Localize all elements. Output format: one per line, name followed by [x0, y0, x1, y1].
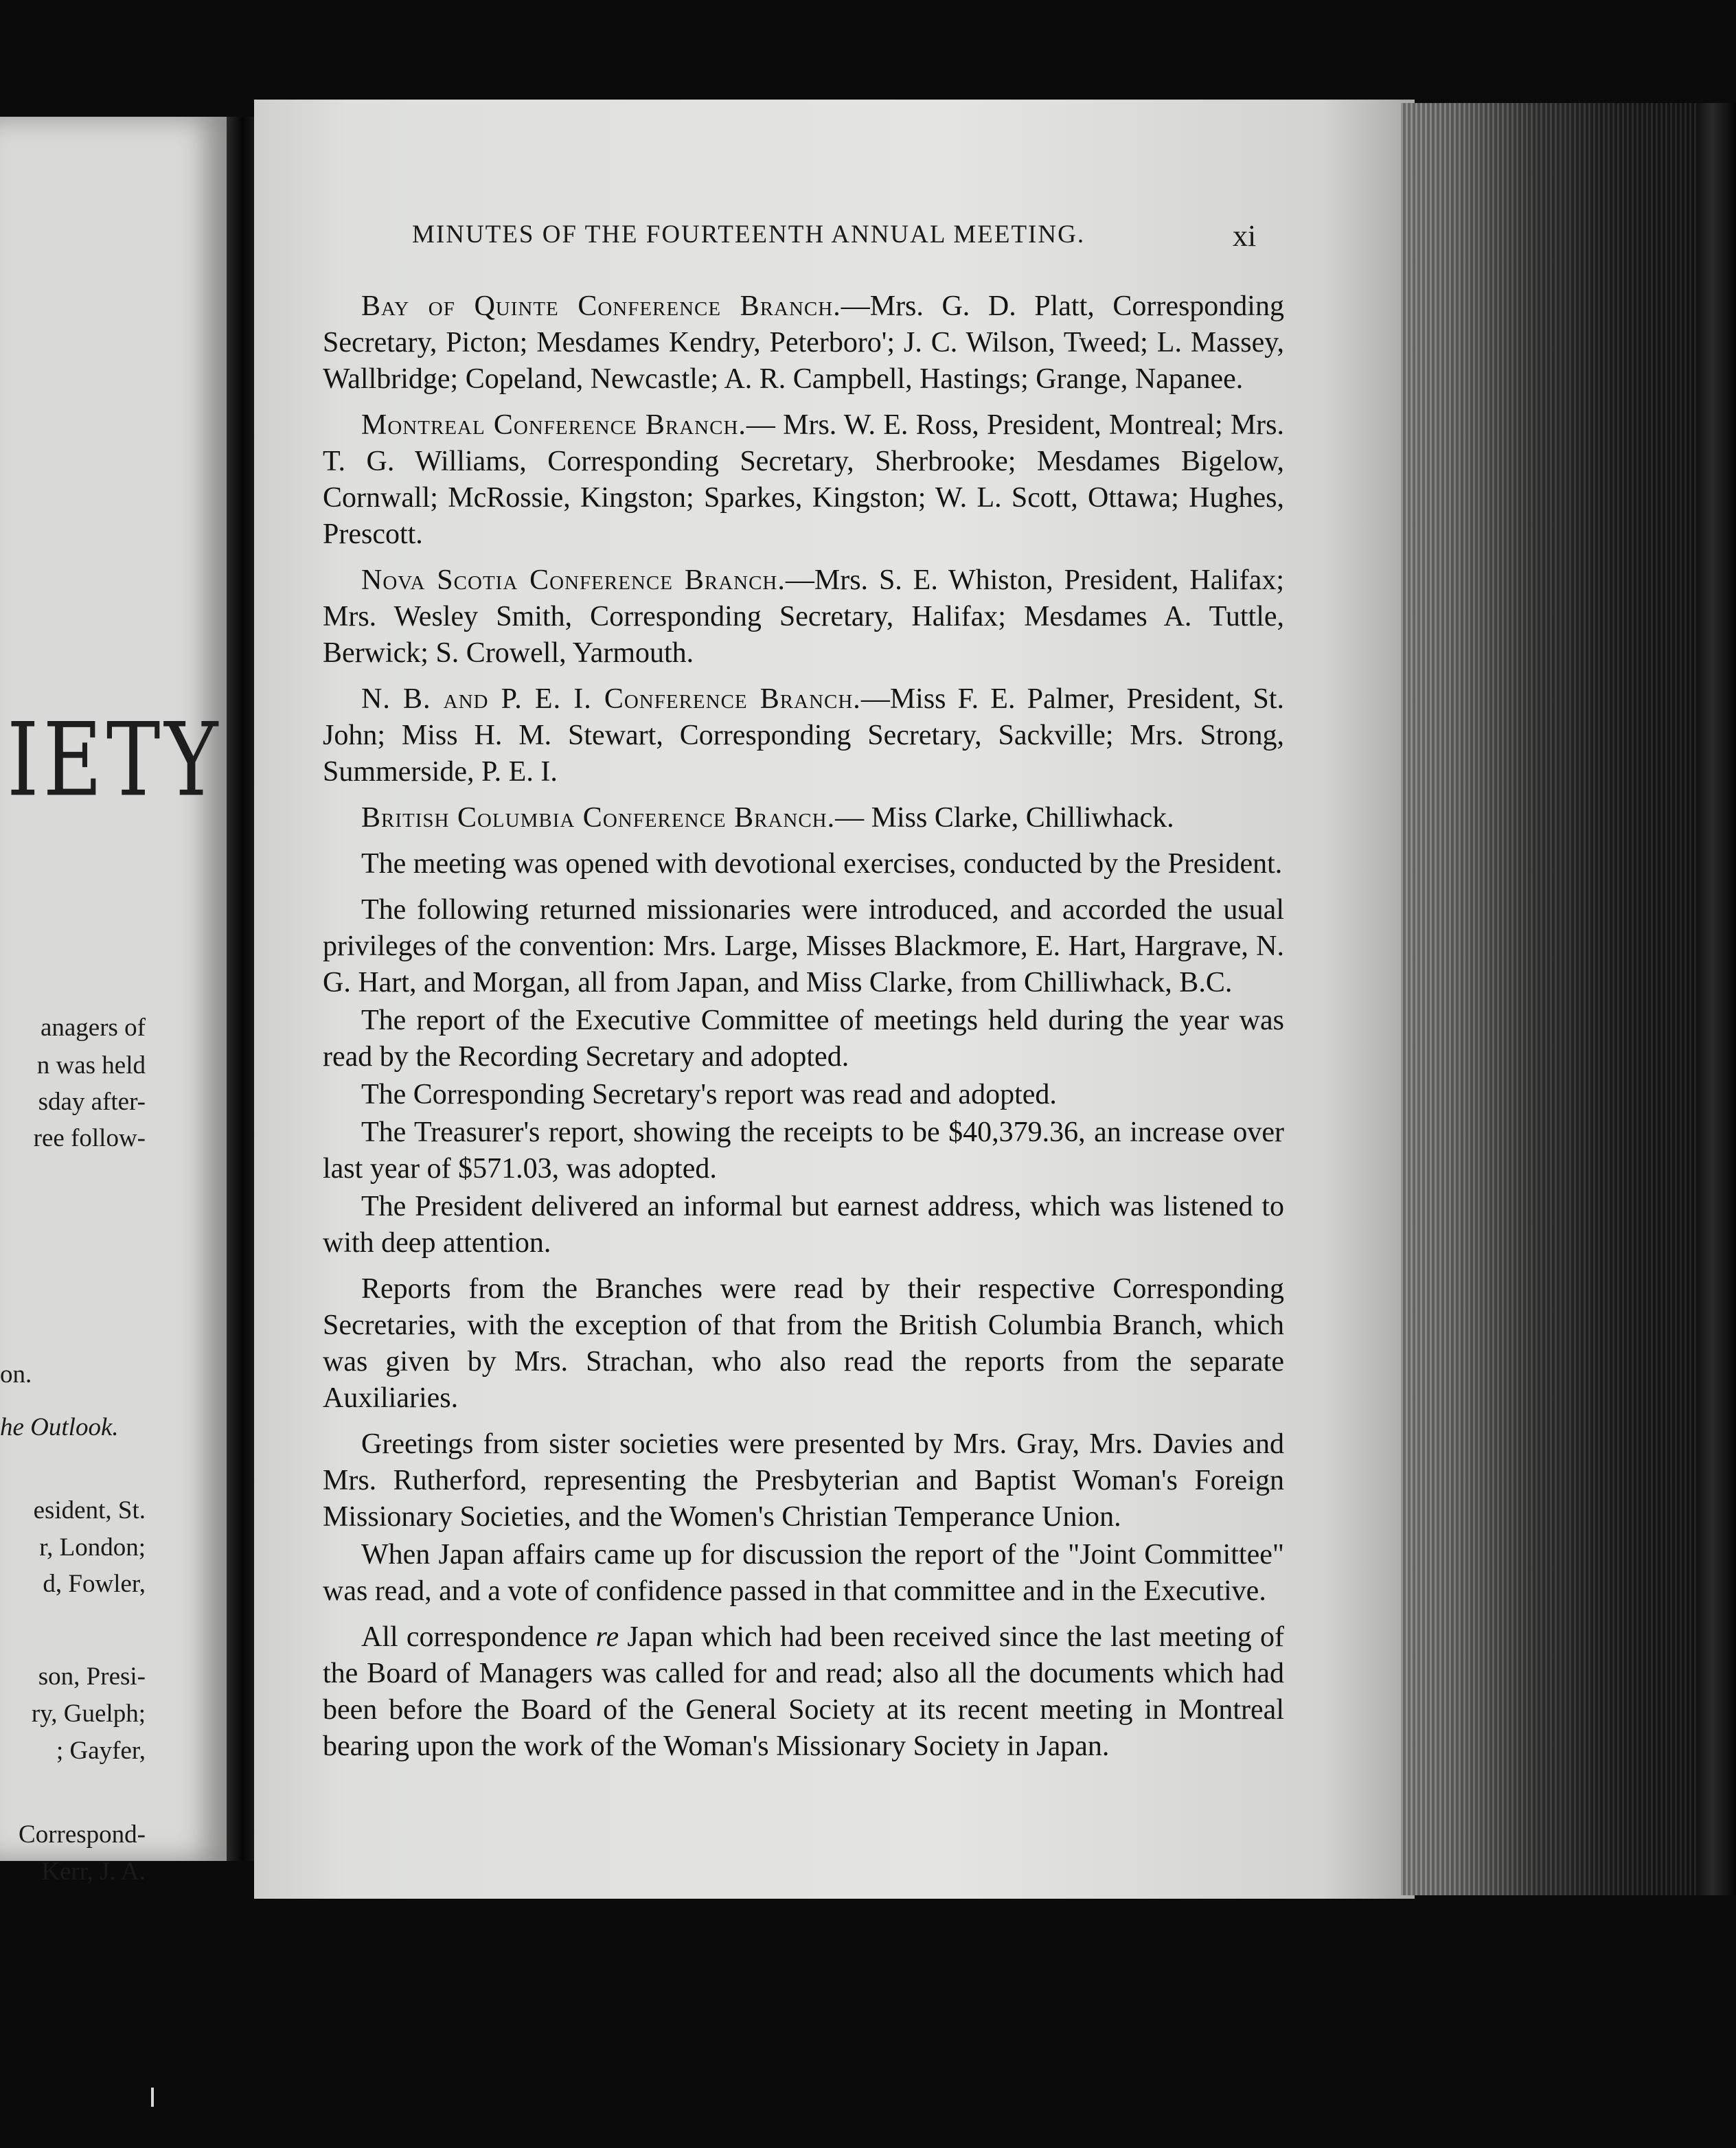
minutes-paragraph: The meeting was opened with devotional exercises, conducted by the President.	[361, 848, 1283, 880]
branch-paragraph	[323, 681, 1284, 790]
page-body	[323, 288, 1284, 1774]
italic-word: re	[595, 1621, 619, 1653]
paragraph-text: All correspondence	[361, 1621, 596, 1653]
book-page-edges	[1401, 103, 1736, 1895]
minutes-paragraph: The Corresponding Secretary's report was read and adopted.	[361, 1079, 1057, 1110]
branch-paragraph	[323, 800, 1284, 836]
left-line-fragment: anagers of	[40, 1014, 146, 1042]
scan-speck	[151, 2088, 154, 2107]
left-line-fragment: n was held	[36, 1051, 146, 1079]
minutes-paragraph: The report of the Executive Committee of meetings held during the year was read by the Recording Secretary and adopted.	[323, 1005, 1284, 1073]
minutes-paragraph: The President delivered an informal but earnest address, which was listened to with deep attention.	[323, 1191, 1284, 1259]
left-line-fragment: on.	[0, 1360, 32, 1389]
branch-text: —Mrs. S. E. Whiston, President, Halifax; Mrs. Wesley Smith, Corresponding Secretary, Halifax; Mesdames A. Tuttle, Berwick; S. Crowell, Yarmouth.	[323, 564, 1284, 669]
branch-text: — Mrs. W. E. Ross, President, Montreal; Mrs. T. G. Williams, Corresponding Secretary, Sherbrooke; Mesdames Bigelow, Cornwall; McRossie, Kingston; Sparkes, Kingston; W. L. Scott, Ottawa; Hughes, Prescott.	[323, 409, 1284, 550]
running-head: MINUTES OF THE FOURTEENTH ANNUAL MEETING.	[412, 220, 1086, 249]
branch-paragraph	[323, 562, 1284, 672]
minutes-paragraph: The Treasurer's report, showing the receipts to be $40,379.36, an increase over last year of $571.03, was adopted.	[323, 1117, 1284, 1185]
left-line-fragment: Correspond-	[19, 1820, 146, 1849]
left-line-fragment: ree follow-	[33, 1124, 146, 1152]
left-line-fragment: Kerr, J. A.	[41, 1858, 146, 1886]
minutes-paragraph: When Japan affairs came up for discussion the report of the "Joint Committee" was read, and a vote of confidence passed in that committee and in the Executive.	[323, 1539, 1284, 1607]
branch-name: Bay of Quinte Conference Branch.	[361, 290, 841, 322]
minutes-paragraph: The following returned missionaries were introduced, and accorded the usual privileges of the convention: Mrs. Large, Misses Blackmore, E. Hart, Hargrave, N. G. Hart, and Morgan, all from Japan, and Miss Clarke, from Chilliwhack, B.C.	[323, 894, 1284, 998]
left-page-fragment	[0, 117, 227, 1886]
minutes-paragraph: Reports from the Branches were read by their respective Corresponding Secretaries, with the exception of that from the British Columbia Branch, which was given by Mrs. Strachan, who also read the reports from the separate Auxiliaries.	[323, 1273, 1284, 1414]
left-line-fragment: d, Fowler,	[43, 1570, 146, 1598]
paragraph-text: Japan which had been received since the last meeting of the Board of Managers was called for and read; also all the documents which had been before the Board of the General Society at its recent meeting in Montreal bearing upon the work of the Woman's Missionary Society in Japan.	[323, 1621, 1284, 1762]
branch-paragraph	[323, 288, 1284, 398]
branch-paragraph	[323, 407, 1284, 553]
left-line-fragment: he Outlook.	[0, 1413, 119, 1441]
left-line-fragment: son, Presi-	[38, 1663, 146, 1691]
branch-text: — Miss Clarke, Chilliwhack.	[835, 802, 1174, 834]
branch-name: Montreal Conference Branch.	[361, 409, 746, 441]
branch-text: —Miss F. E. Palmer, President, St. John; Miss H. M. Stewart, Corresponding Secretary, Sackville; Mrs. Strong, Summerside, P. E. I.	[323, 683, 1284, 788]
minutes-paragraph: Greetings from sister societies were presented by Mrs. Gray, Mrs. Davies and Mrs. Rutherford, representing the Presbyterian and Baptist Woman's Foreign Missionary Societies, and the Women's Christian Temperance Union.	[323, 1428, 1284, 1533]
left-line-fragment: esident, St.	[33, 1496, 146, 1524]
branch-name: N. B. and P. E. I. Conference Branch.	[361, 683, 861, 715]
left-line-fragment: ; Gayfer,	[56, 1737, 146, 1765]
minutes-paragraph	[323, 1619, 1284, 1765]
page-number: xi	[1233, 219, 1257, 253]
left-line-fragment: r, London;	[39, 1533, 146, 1562]
book-cover-edge	[1696, 103, 1736, 1895]
branch-name: Nova Scotia Conference Branch.	[361, 564, 786, 596]
left-line-fragment: ry, Guelph;	[31, 1700, 146, 1728]
branch-name: British Columbia Conference Branch.	[361, 802, 836, 834]
branch-text: —Mrs. G. D. Platt, Corresponding Secretary, Picton; Mesdames Kendry, Peterboro'; J. C. Wilson, Tweed; L. Massey, Wallbridge; Copeland, Newcastle; A. R. Campbell, Hastings; Grange, Napanee.	[323, 290, 1284, 395]
left-page-heading-fragment: IETY	[7, 700, 222, 819]
left-line-fragment: sday after-	[38, 1088, 146, 1116]
